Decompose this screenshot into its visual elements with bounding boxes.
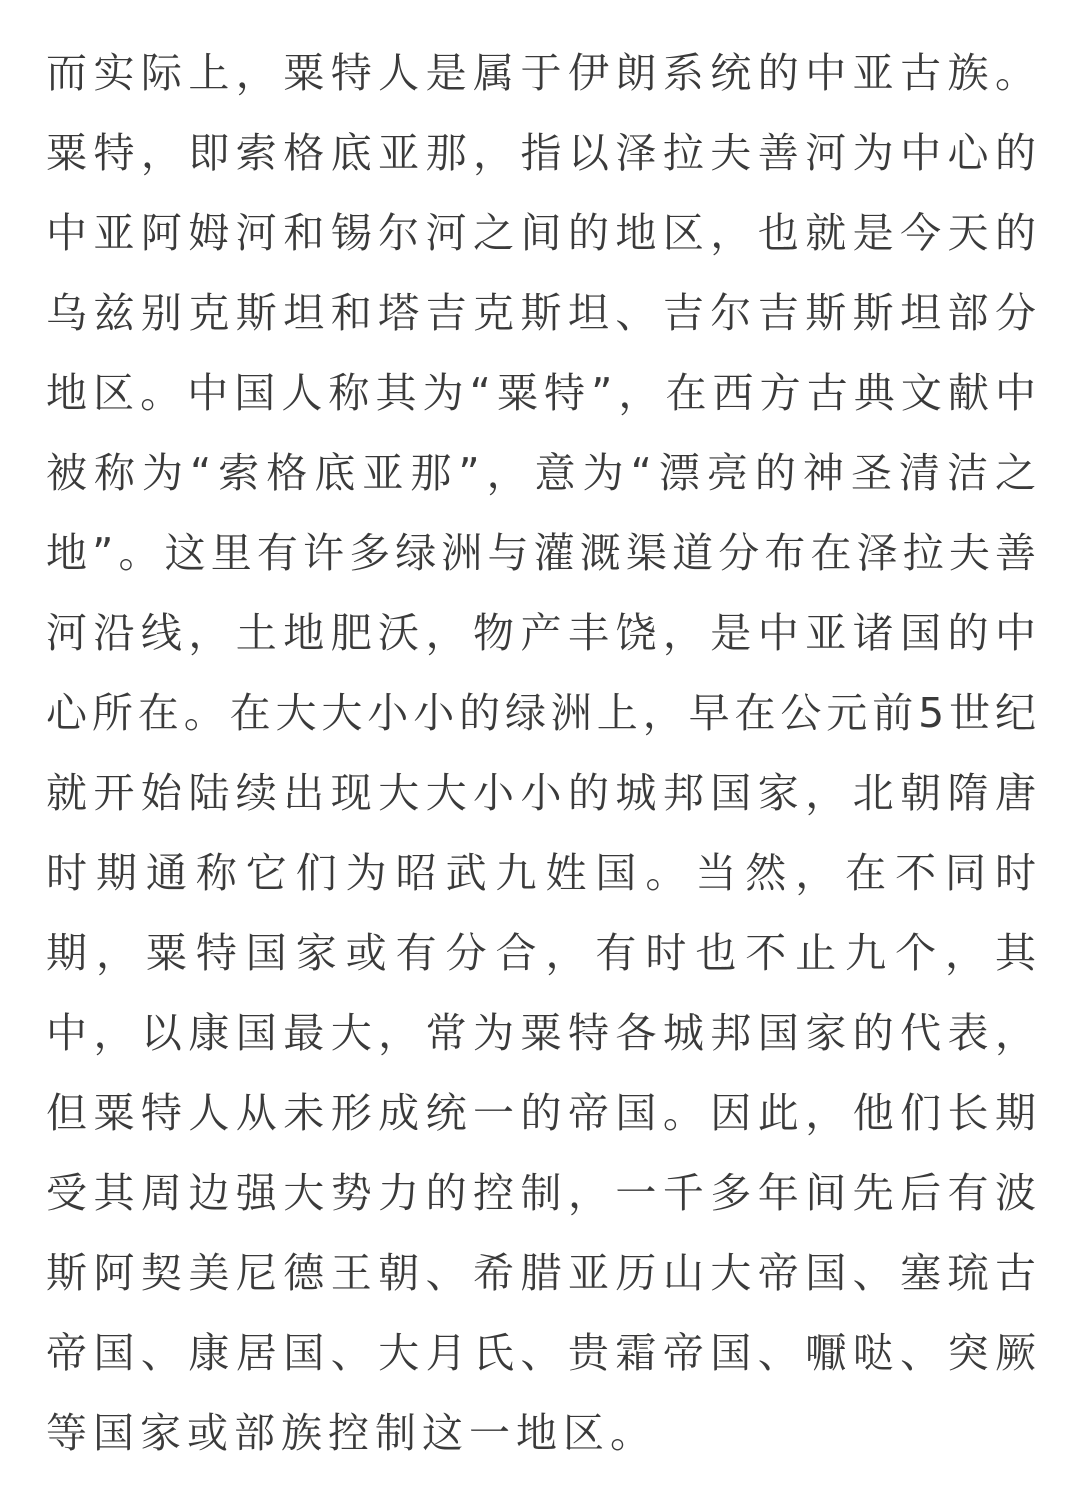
text-line: 心所在。在大大小小的绿洲上，早在公元前5世纪 xyxy=(46,689,1036,737)
text-line: 斯阿契美尼德王朝、希腊亚历山大帝国、塞琉古 xyxy=(46,1249,1036,1297)
text-line: 等国家或部族控制这一地区。 xyxy=(46,1409,657,1457)
text-line: 乌兹别克斯坦和塔吉克斯坦、吉尔吉斯斯坦部分 xyxy=(46,289,1036,337)
text-line: 帝国、康居国、大月氏、贵霜帝国、嚈哒、突厥 xyxy=(46,1329,1036,1377)
article-paragraph xyxy=(46,33,1036,1473)
text-line: 地区。中国人称其为“粟特”，在西方古典文献中 xyxy=(46,369,1036,417)
text-line: 受其周边强大势力的控制，一千多年间先后有波 xyxy=(46,1169,1036,1217)
text-line: 地”。这里有许多绿洲与灌溉渠道分布在泽拉夫善 xyxy=(46,529,1036,577)
text-line: 被称为“索格底亚那”，意为“漂亮的神圣清洁之 xyxy=(46,449,1036,497)
text-line: 中亚阿姆河和锡尔河之间的地区，也就是今天的 xyxy=(46,209,1036,257)
text-line: 河沿线，土地肥沃，物产丰饶，是中亚诸国的中 xyxy=(46,609,1036,657)
text-line: 而实际上，粟特人是属于伊朗系统的中亚古族。 xyxy=(46,49,1036,97)
text-line: 粟特，即索格底亚那，指以泽拉夫善河为中心的 xyxy=(46,129,1036,177)
text-line: 但粟特人从未形成统一的帝国。因此，他们长期 xyxy=(46,1089,1036,1137)
text-line: 时期通称它们为昭武九姓国。当然，在不同时 xyxy=(46,849,1036,897)
text-line: 就开始陆续出现大大小小的城邦国家，北朝隋唐 xyxy=(46,769,1036,817)
text-line: 期，粟特国家或有分合，有时也不止九个，其 xyxy=(46,929,1036,977)
text-line: 中，以康国最大，常为粟特各城邦国家的代表， xyxy=(46,1009,1036,1057)
